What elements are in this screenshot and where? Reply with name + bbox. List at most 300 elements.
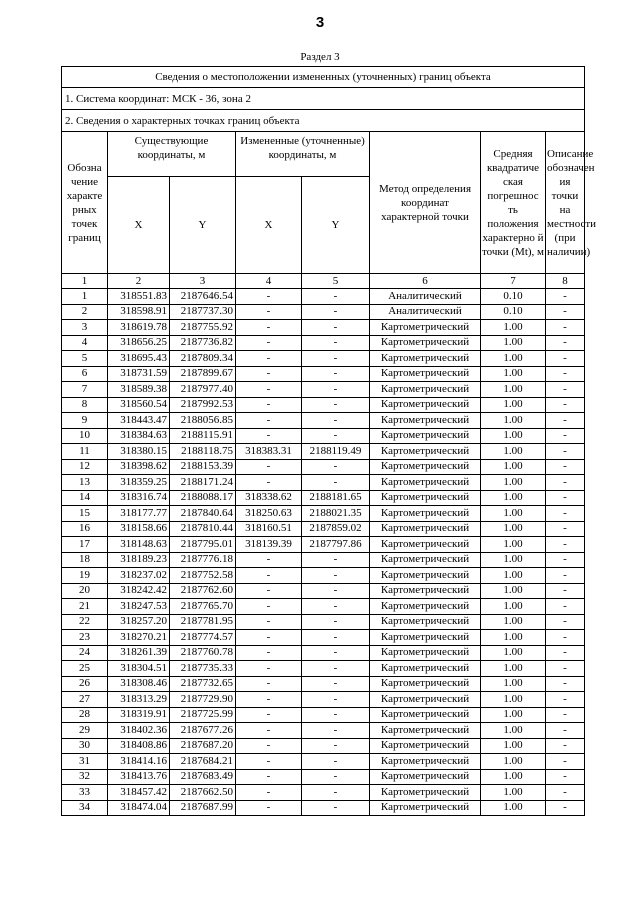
- table-row: [62, 738, 585, 754]
- changed-y-cell: 2188181.65: [302, 490, 370, 506]
- existing-y-cell: 2187646.54: [170, 289, 236, 305]
- changed-y-cell: 2187797.86: [302, 537, 370, 553]
- column-number: 5: [302, 274, 370, 289]
- existing-x-cell: 318443.47: [108, 413, 170, 429]
- page-number: 3: [315, 14, 325, 31]
- table-row: [62, 335, 585, 351]
- changed-y-cell: 2187859.02: [302, 521, 370, 537]
- table-row: [62, 304, 585, 320]
- changed-y-cell: -: [302, 459, 370, 475]
- description-cell: -: [546, 723, 585, 739]
- point-number-cell: 2: [62, 304, 108, 320]
- accuracy-cell: 1.00: [481, 397, 546, 413]
- changed-y-cell: -: [302, 382, 370, 398]
- method-cell: Картометрический: [370, 583, 481, 599]
- method-cell: Картометрический: [370, 351, 481, 367]
- method-cell: Картометрический: [370, 738, 481, 754]
- existing-y-cell: 2188118.75: [170, 444, 236, 460]
- existing-y-cell: 2187781.95: [170, 614, 236, 630]
- changed-y-cell: -: [302, 475, 370, 491]
- changed-y-cell: -: [302, 738, 370, 754]
- existing-y-cell: 2187732.65: [170, 676, 236, 692]
- accuracy-cell: 1.00: [481, 366, 546, 382]
- point-number-cell: 29: [62, 723, 108, 739]
- description-cell: -: [546, 304, 585, 320]
- existing-y-cell: 2187762.60: [170, 583, 236, 599]
- point-number-cell: 30: [62, 738, 108, 754]
- accuracy-cell: 1.00: [481, 382, 546, 398]
- changed-y-cell: -: [302, 707, 370, 723]
- table-row: [62, 521, 585, 537]
- existing-x-cell: 318242.42: [108, 583, 170, 599]
- existing-y-cell: 2187683.49: [170, 769, 236, 785]
- existing-y-cell: 2187662.50: [170, 785, 236, 801]
- method-cell: Картометрический: [370, 475, 481, 491]
- point-number-cell: 9: [62, 413, 108, 429]
- accuracy-cell: 1.00: [481, 614, 546, 630]
- existing-x-cell: 318560.54: [108, 397, 170, 413]
- table-row: [62, 583, 585, 599]
- header-existing-y: Y: [170, 177, 236, 274]
- header-method: Метод определения координат характерной точки: [370, 132, 481, 274]
- table-row: [62, 413, 585, 429]
- description-cell: -: [546, 444, 585, 460]
- method-cell: Картометрический: [370, 661, 481, 677]
- method-cell: Картометрический: [370, 552, 481, 568]
- column-number: 6: [370, 274, 481, 289]
- existing-y-cell: 2187677.26: [170, 723, 236, 739]
- accuracy-cell: 1.00: [481, 459, 546, 475]
- changed-y-cell: -: [302, 320, 370, 336]
- header-existing-x: X: [108, 177, 170, 274]
- existing-x-cell: 318359.25: [108, 475, 170, 491]
- header-existing-coords: Существующие координаты, м: [108, 132, 236, 177]
- existing-x-cell: 318619.78: [108, 320, 170, 336]
- accuracy-cell: 1.00: [481, 335, 546, 351]
- accuracy-cell: 1.00: [481, 754, 546, 770]
- existing-y-cell: 2187774.57: [170, 630, 236, 646]
- point-number-cell: 26: [62, 676, 108, 692]
- table-row: [62, 661, 585, 677]
- description-cell: -: [546, 382, 585, 398]
- header-changed-x: X: [236, 177, 302, 274]
- existing-x-cell: 318414.16: [108, 754, 170, 770]
- accuracy-cell: 1.00: [481, 723, 546, 739]
- existing-x-cell: 318319.91: [108, 707, 170, 723]
- method-cell: Аналитический: [370, 304, 481, 320]
- method-cell: Картометрический: [370, 568, 481, 584]
- column-number: 4: [236, 274, 302, 289]
- table-row: [62, 506, 585, 522]
- changed-x-cell: -: [236, 707, 302, 723]
- method-cell: Картометрический: [370, 521, 481, 537]
- method-cell: Картометрический: [370, 444, 481, 460]
- accuracy-cell: 1.00: [481, 552, 546, 568]
- point-number-cell: 25: [62, 661, 108, 677]
- accuracy-cell: 1.00: [481, 568, 546, 584]
- table-row: [62, 614, 585, 630]
- changed-x-cell: -: [236, 785, 302, 801]
- header-changed-coords: Измененные (уточненные) координаты, м: [236, 132, 370, 177]
- column-number: 2: [108, 274, 170, 289]
- changed-y-cell: -: [302, 366, 370, 382]
- description-cell: -: [546, 583, 585, 599]
- description-cell: -: [546, 800, 585, 816]
- changed-y-cell: -: [302, 351, 370, 367]
- existing-x-cell: 318402.36: [108, 723, 170, 739]
- method-cell: Картометрический: [370, 769, 481, 785]
- existing-y-cell: 2187687.20: [170, 738, 236, 754]
- changed-x-cell: -: [236, 645, 302, 661]
- existing-x-cell: 318257.20: [108, 614, 170, 630]
- existing-x-cell: 318474.04: [108, 800, 170, 816]
- existing-x-cell: 318656.25: [108, 335, 170, 351]
- method-cell: Картометрический: [370, 459, 481, 475]
- existing-y-cell: 2187752.58: [170, 568, 236, 584]
- method-cell: Картометрический: [370, 490, 481, 506]
- existing-x-cell: 318148.63: [108, 537, 170, 553]
- point-number-cell: 14: [62, 490, 108, 506]
- changed-x-cell: -: [236, 397, 302, 413]
- accuracy-cell: 1.00: [481, 428, 546, 444]
- accuracy-cell: 1.00: [481, 413, 546, 429]
- changed-y-cell: -: [302, 552, 370, 568]
- accuracy-cell: 1.00: [481, 769, 546, 785]
- description-cell: -: [546, 785, 585, 801]
- table-row: [62, 785, 585, 801]
- description-cell: -: [546, 568, 585, 584]
- column-number: 8: [546, 274, 585, 289]
- description-cell: -: [546, 490, 585, 506]
- existing-y-cell: 2187840.64: [170, 506, 236, 522]
- existing-y-cell: 2187810.44: [170, 521, 236, 537]
- changed-y-cell: -: [302, 614, 370, 630]
- changed-y-cell: 2188119.49: [302, 444, 370, 460]
- existing-x-cell: 318261.39: [108, 645, 170, 661]
- description-cell: -: [546, 645, 585, 661]
- point-number-cell: 21: [62, 599, 108, 615]
- table-row: [62, 320, 585, 336]
- existing-y-cell: 2187755.92: [170, 320, 236, 336]
- existing-x-cell: 318237.02: [108, 568, 170, 584]
- existing-y-cell: 2187765.70: [170, 599, 236, 615]
- changed-y-cell: -: [302, 289, 370, 305]
- existing-x-cell: 318398.62: [108, 459, 170, 475]
- column-number: 3: [170, 274, 236, 289]
- accuracy-cell: 1.00: [481, 707, 546, 723]
- description-cell: -: [546, 738, 585, 754]
- accuracy-cell: 1.00: [481, 444, 546, 460]
- changed-x-cell: -: [236, 769, 302, 785]
- description-cell: -: [546, 335, 585, 351]
- point-number-cell: 31: [62, 754, 108, 770]
- existing-y-cell: 2187776.18: [170, 552, 236, 568]
- method-cell: Картометрический: [370, 614, 481, 630]
- existing-x-cell: 318177.77: [108, 506, 170, 522]
- method-cell: Картометрический: [370, 692, 481, 708]
- header-changed-y: Y: [302, 177, 370, 274]
- method-cell: Картометрический: [370, 382, 481, 398]
- existing-x-cell: 318308.46: [108, 676, 170, 692]
- table-row: [62, 289, 585, 305]
- changed-y-cell: -: [302, 568, 370, 584]
- method-cell: Картометрический: [370, 785, 481, 801]
- existing-y-cell: 2188153.39: [170, 459, 236, 475]
- existing-x-cell: 318551.83: [108, 289, 170, 305]
- description-cell: -: [546, 552, 585, 568]
- existing-x-cell: 318731.59: [108, 366, 170, 382]
- section-label: Раздел 3: [300, 51, 340, 63]
- changed-y-cell: -: [302, 723, 370, 739]
- point-number-cell: 22: [62, 614, 108, 630]
- accuracy-cell: 1.00: [481, 645, 546, 661]
- boundary-points-table: [61, 66, 597, 816]
- existing-x-cell: 318304.51: [108, 661, 170, 677]
- point-number-cell: 3: [62, 320, 108, 336]
- changed-x-cell: -: [236, 413, 302, 429]
- existing-y-cell: 2187737.30: [170, 304, 236, 320]
- changed-x-cell: -: [236, 475, 302, 491]
- changed-x-cell: -: [236, 599, 302, 615]
- method-cell: Картометрический: [370, 645, 481, 661]
- table-row: [62, 537, 585, 553]
- method-cell: Картометрический: [370, 707, 481, 723]
- changed-y-cell: -: [302, 785, 370, 801]
- description-cell: -: [546, 428, 585, 444]
- changed-x-cell: 318160.51: [236, 521, 302, 537]
- existing-x-cell: 318316.74: [108, 490, 170, 506]
- accuracy-cell: 0.10: [481, 289, 546, 305]
- existing-x-cell: 318413.76: [108, 769, 170, 785]
- changed-x-cell: -: [236, 320, 302, 336]
- accuracy-cell: 0.10: [481, 304, 546, 320]
- description-cell: -: [546, 366, 585, 382]
- existing-y-cell: 2187735.33: [170, 661, 236, 677]
- column-number: 1: [62, 274, 108, 289]
- point-number-cell: 20: [62, 583, 108, 599]
- changed-x-cell: 318383.31: [236, 444, 302, 460]
- existing-y-cell: 2187687.99: [170, 800, 236, 816]
- existing-x-cell: 318457.42: [108, 785, 170, 801]
- method-cell: Картометрический: [370, 723, 481, 739]
- point-number-cell: 27: [62, 692, 108, 708]
- description-cell: -: [546, 506, 585, 522]
- changed-x-cell: -: [236, 630, 302, 646]
- changed-x-cell: -: [236, 676, 302, 692]
- existing-x-cell: 318408.86: [108, 738, 170, 754]
- changed-y-cell: -: [302, 304, 370, 320]
- point-number-cell: 32: [62, 769, 108, 785]
- existing-y-cell: 2187736.82: [170, 335, 236, 351]
- changed-y-cell: -: [302, 645, 370, 661]
- accuracy-cell: 1.00: [481, 351, 546, 367]
- changed-y-cell: -: [302, 769, 370, 785]
- changed-x-cell: -: [236, 552, 302, 568]
- point-number-cell: 34: [62, 800, 108, 816]
- table-title: Сведения о местоположении измененных (уточненных) границ объекта: [62, 67, 585, 88]
- method-cell: Картометрический: [370, 537, 481, 553]
- changed-x-cell: -: [236, 692, 302, 708]
- existing-x-cell: 318270.21: [108, 630, 170, 646]
- point-number-cell: 19: [62, 568, 108, 584]
- existing-x-cell: 318384.63: [108, 428, 170, 444]
- existing-y-cell: 2187795.01: [170, 537, 236, 553]
- changed-x-cell: -: [236, 335, 302, 351]
- table-row: [62, 428, 585, 444]
- point-number-cell: 24: [62, 645, 108, 661]
- accuracy-cell: 1.00: [481, 475, 546, 491]
- changed-x-cell: -: [236, 382, 302, 398]
- changed-x-cell: 318250.63: [236, 506, 302, 522]
- changed-y-cell: -: [302, 428, 370, 444]
- point-number-cell: 5: [62, 351, 108, 367]
- method-cell: Картометрический: [370, 599, 481, 615]
- table-row: [62, 769, 585, 785]
- accuracy-cell: 1.00: [481, 599, 546, 615]
- accuracy-cell: 1.00: [481, 521, 546, 537]
- accuracy-cell: 1.00: [481, 583, 546, 599]
- changed-x-cell: 318139.39: [236, 537, 302, 553]
- existing-x-cell: 318695.43: [108, 351, 170, 367]
- changed-x-cell: -: [236, 304, 302, 320]
- table-row: [62, 723, 585, 739]
- changed-y-cell: -: [302, 413, 370, 429]
- existing-y-cell: 2187729.90: [170, 692, 236, 708]
- changed-y-cell: -: [302, 630, 370, 646]
- existing-x-cell: 318380.15: [108, 444, 170, 460]
- accuracy-cell: 1.00: [481, 506, 546, 522]
- table-row: [62, 645, 585, 661]
- accuracy-cell: 1.00: [481, 800, 546, 816]
- point-number-cell: 1: [62, 289, 108, 305]
- description-cell: -: [546, 397, 585, 413]
- point-number-cell: 8: [62, 397, 108, 413]
- table-row: [62, 444, 585, 460]
- existing-y-cell: 2187899.67: [170, 366, 236, 382]
- table-row: [62, 800, 585, 816]
- header-accuracy: Средняя квадратиче ская погрешнос ть положения характерно й точки (Mt), м: [481, 132, 546, 274]
- point-number-cell: 10: [62, 428, 108, 444]
- changed-x-cell: -: [236, 583, 302, 599]
- existing-y-cell: 2188115.91: [170, 428, 236, 444]
- changed-y-cell: -: [302, 335, 370, 351]
- changed-y-cell: -: [302, 661, 370, 677]
- column-number: 7: [481, 274, 546, 289]
- existing-y-cell: 2188056.85: [170, 413, 236, 429]
- existing-y-cell: 2187977.40: [170, 382, 236, 398]
- description-cell: -: [546, 537, 585, 553]
- description-cell: -: [546, 289, 585, 305]
- description-cell: -: [546, 707, 585, 723]
- table-row: [62, 599, 585, 615]
- point-number-cell: 13: [62, 475, 108, 491]
- existing-x-cell: 318313.29: [108, 692, 170, 708]
- changed-x-cell: -: [236, 366, 302, 382]
- existing-x-cell: 318247.53: [108, 599, 170, 615]
- point-number-cell: 7: [62, 382, 108, 398]
- changed-y-cell: -: [302, 692, 370, 708]
- point-number-cell: 18: [62, 552, 108, 568]
- method-cell: Картометрический: [370, 366, 481, 382]
- method-cell: Картометрический: [370, 506, 481, 522]
- changed-x-cell: 318338.62: [236, 490, 302, 506]
- description-cell: -: [546, 614, 585, 630]
- point-number-cell: 33: [62, 785, 108, 801]
- description-cell: -: [546, 692, 585, 708]
- description-cell: -: [546, 630, 585, 646]
- table-row: [62, 754, 585, 770]
- changed-y-cell: -: [302, 676, 370, 692]
- coord-system: 1. Система координат: МСК - 36, зона 2: [62, 88, 585, 110]
- column-numbers-row: [62, 274, 585, 289]
- table-row: [62, 692, 585, 708]
- description-cell: -: [546, 351, 585, 367]
- description-cell: -: [546, 413, 585, 429]
- table-row: [62, 351, 585, 367]
- existing-y-cell: 2188171.24: [170, 475, 236, 491]
- table-row: [62, 568, 585, 584]
- point-number-cell: 16: [62, 521, 108, 537]
- existing-x-cell: 318189.23: [108, 552, 170, 568]
- description-cell: -: [546, 475, 585, 491]
- point-number-cell: 15: [62, 506, 108, 522]
- table-row: [62, 382, 585, 398]
- changed-x-cell: -: [236, 351, 302, 367]
- method-cell: Картометрический: [370, 413, 481, 429]
- method-cell: Картометрический: [370, 428, 481, 444]
- accuracy-cell: 1.00: [481, 661, 546, 677]
- point-number-cell: 17: [62, 537, 108, 553]
- changed-y-cell: -: [302, 754, 370, 770]
- description-cell: -: [546, 754, 585, 770]
- changed-y-cell: -: [302, 599, 370, 615]
- changed-x-cell: -: [236, 568, 302, 584]
- table-row: [62, 366, 585, 382]
- method-cell: Картометрический: [370, 676, 481, 692]
- point-number-cell: 23: [62, 630, 108, 646]
- table-row: [62, 397, 585, 413]
- existing-x-cell: 318598.91: [108, 304, 170, 320]
- description-cell: -: [546, 661, 585, 677]
- table-row: [62, 552, 585, 568]
- changed-x-cell: -: [236, 723, 302, 739]
- description-cell: -: [546, 599, 585, 615]
- table-row: [62, 707, 585, 723]
- table-row: [62, 630, 585, 646]
- description-cell: -: [546, 320, 585, 336]
- existing-y-cell: 2188088.17: [170, 490, 236, 506]
- changed-y-cell: -: [302, 583, 370, 599]
- description-cell: -: [546, 769, 585, 785]
- table-row: [62, 475, 585, 491]
- point-number-cell: 11: [62, 444, 108, 460]
- accuracy-cell: 1.00: [481, 537, 546, 553]
- changed-y-cell: -: [302, 800, 370, 816]
- point-number-cell: 6: [62, 366, 108, 382]
- changed-x-cell: -: [236, 289, 302, 305]
- description-cell: -: [546, 459, 585, 475]
- existing-y-cell: 2187809.34: [170, 351, 236, 367]
- existing-x-cell: 318158.66: [108, 521, 170, 537]
- points-title: 2. Сведения о характерных точках границ объекта: [62, 110, 585, 132]
- existing-x-cell: 318589.38: [108, 382, 170, 398]
- method-cell: Картометрический: [370, 754, 481, 770]
- accuracy-cell: 1.00: [481, 320, 546, 336]
- description-cell: -: [546, 521, 585, 537]
- changed-x-cell: -: [236, 738, 302, 754]
- changed-x-cell: -: [236, 614, 302, 630]
- table-row: [62, 490, 585, 506]
